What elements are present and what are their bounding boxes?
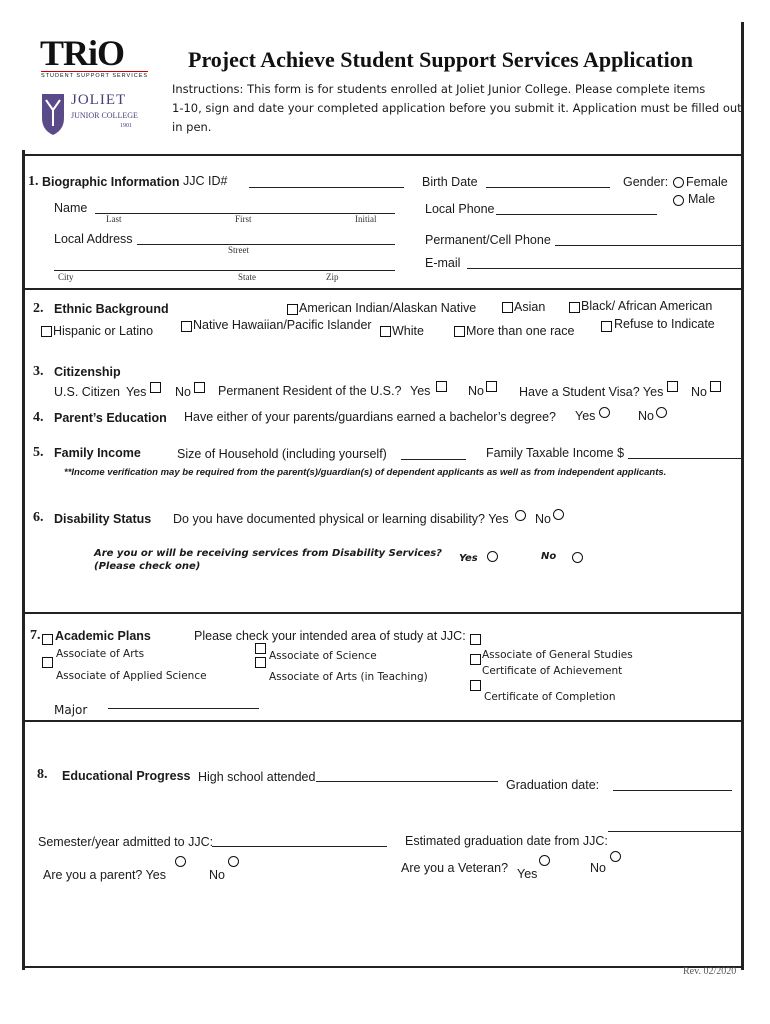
s7-prompt-checkbox[interactable] (470, 634, 481, 645)
high-school-label: High school attended (198, 770, 316, 784)
s8-number: 8. (37, 767, 48, 782)
white-checkbox[interactable] (380, 326, 391, 337)
hispanic-checkbox[interactable] (41, 326, 52, 337)
grad-date-field[interactable] (613, 790, 732, 791)
name-first-caption: First (235, 214, 252, 224)
major-field[interactable] (108, 708, 259, 709)
hispanic-label: Hispanic or Latino (53, 324, 154, 338)
perm-resident-label: Permanent Resident of the U.S.? (218, 384, 402, 398)
s4-question: Have either of your parents/guardians earned a bachelor’s degree? (184, 410, 557, 424)
jjc-logo-line1: JOLIET (71, 92, 127, 108)
us-citizen-yes-label: Yes (126, 385, 147, 399)
zip-caption: Zip (326, 272, 339, 282)
science-checkbox-top[interactable] (255, 643, 266, 654)
veteran-yes-radio[interactable] (539, 855, 550, 866)
asian-checkbox[interactable] (502, 302, 513, 313)
american-indian-checkbox[interactable] (287, 304, 298, 315)
parent-no-label: No (209, 868, 225, 882)
us-citizen-yes-checkbox[interactable] (150, 382, 161, 393)
email-label: E-mail (425, 256, 461, 270)
instructions-line2: 1-10, sign and date your completed application before you submit it. Application must be filled out (172, 101, 742, 115)
street-caption: Street (228, 245, 249, 255)
birth-date-label: Birth Date (422, 175, 478, 189)
s4-no-radio[interactable] (656, 407, 667, 418)
services-yes-radio[interactable] (487, 551, 498, 562)
hawaiian-checkbox[interactable] (181, 321, 192, 332)
science-label: Associate of Science (269, 650, 377, 662)
achievement-checkbox[interactable] (470, 680, 481, 691)
more-races-checkbox[interactable] (454, 326, 465, 337)
black-checkbox[interactable] (569, 302, 580, 313)
completion-label: Certificate of Completion (484, 691, 616, 703)
parent-yes-radio[interactable] (175, 856, 186, 867)
visa-label: Have a Student Visa? Yes (519, 385, 664, 399)
divider-header (22, 154, 744, 156)
s7-title: Academic Plans (55, 629, 151, 643)
birth-date-field[interactable] (486, 187, 610, 188)
local-phone-label: Local Phone (425, 202, 495, 216)
s6-no-radio[interactable] (553, 509, 564, 520)
jjc-logo-line2: JUNIOR COLLEGE (71, 111, 138, 120)
teaching-label: Associate of Arts (in Teaching) (269, 671, 428, 683)
city-state-zip-field[interactable] (54, 270, 395, 271)
s4-title: Parent’s Education (54, 411, 167, 425)
perm-resident-no-label: No (468, 384, 484, 398)
jjc-id-label: JJC ID# (183, 174, 228, 188)
s1-title: Biographic Information (42, 175, 180, 189)
s1-number: 1. (28, 174, 39, 189)
divider-s7 (22, 720, 744, 722)
services-no-label: No (541, 551, 557, 562)
s8-title: Educational Progress (62, 769, 191, 783)
male-label: Male (688, 192, 716, 206)
name-label: Name (54, 201, 88, 215)
black-label: Black/ African American (581, 299, 713, 313)
divider-bottom (22, 966, 744, 968)
veteran-yes-label: Yes (517, 867, 538, 881)
page-title: Project Achieve Student Support Services Application (188, 47, 693, 72)
s6-number: 6. (33, 510, 44, 525)
services-question-line1: Are you or will be receiving services from Disability Services? (94, 548, 442, 559)
s6-no-label: No (535, 512, 551, 526)
s3-number: 3. (33, 364, 44, 379)
veteran-no-label: No (590, 861, 606, 875)
visa-no-label: No (691, 385, 707, 399)
gender-label: Gender: (623, 175, 669, 189)
white-label: White (392, 324, 424, 338)
visa-no-checkbox[interactable] (710, 381, 721, 392)
est-grad-field[interactable] (608, 831, 741, 832)
services-question-line2: (Please check one) (94, 561, 201, 572)
us-citizen-label: U.S. Citizen (54, 385, 120, 399)
local-address-label: Local Address (54, 232, 133, 246)
s7-checkbox[interactable] (42, 634, 53, 645)
arts-checkbox[interactable] (42, 657, 53, 668)
semester-field[interactable] (212, 846, 387, 847)
frame-right-border (741, 22, 744, 970)
s4-number: 4. (33, 410, 44, 425)
household-label: Size of Household (including yourself) (177, 447, 387, 461)
frame-left-border (22, 150, 25, 970)
high-school-field[interactable] (316, 781, 498, 782)
s4-yes-radio[interactable] (599, 407, 610, 418)
jjc-logo-year: 1901 (120, 123, 132, 129)
s5-number: 5. (33, 445, 44, 460)
general-studies-label: Associate of General Studies (482, 649, 633, 661)
more-races-label: More than one race (466, 324, 575, 338)
local-phone-field[interactable] (496, 214, 657, 215)
arts-label: Associate of Arts (56, 648, 145, 660)
trio-logo-subtitle: STUDENT SUPPORT SERVICES (41, 73, 149, 79)
jjc-logo (40, 90, 140, 138)
perm-resident-yes-checkbox[interactable] (436, 381, 447, 392)
jjc-id-field[interactable] (249, 187, 404, 188)
s2-title: Ethnic Background (54, 302, 169, 316)
revision-label: Rev. 02/2020 (683, 966, 737, 977)
general-studies-checkbox[interactable] (470, 654, 481, 665)
perm-phone-label: Permanent/Cell Phone (425, 233, 551, 247)
instructions-line3: in pen. (172, 120, 212, 134)
email-field[interactable] (467, 268, 741, 269)
jjc-shield-icon (40, 92, 66, 136)
veteran-label: Are you a Veteran? (401, 861, 509, 875)
s7-prompt: Please check your intended area of study at JJC: (194, 629, 466, 643)
s2-number: 2. (33, 301, 44, 316)
major-label: Major (54, 703, 88, 717)
us-citizen-no-label: No (175, 385, 191, 399)
s4-no-label: No (638, 409, 654, 423)
income-note: **Income verification may be required from the parent(s)/guardian(s) of dependent applicants as well as from independent applicants. (64, 467, 667, 478)
american-indian-label: American Indian/Alaskan Native (299, 301, 477, 315)
science-checkbox[interactable] (255, 657, 266, 668)
taxable-income-label: Family Taxable Income $ (486, 446, 625, 460)
divider-s1 (22, 288, 744, 290)
s7-number: 7. (30, 628, 41, 643)
semester-label: Semester/year admitted to JJC: (38, 835, 214, 849)
services-yes-label: Yes (459, 553, 478, 564)
s6-question: Do you have documented physical or learning disability? Yes (173, 512, 509, 526)
perm-resident-no-checkbox[interactable] (486, 381, 497, 392)
s6-title: Disability Status (54, 512, 152, 526)
local-address-field[interactable] (137, 244, 395, 245)
trio-logo-text: TRiO (40, 33, 125, 73)
perm-phone-field[interactable] (555, 245, 741, 246)
us-citizen-no-checkbox[interactable] (194, 382, 205, 393)
s4-yes-label: Yes (575, 409, 596, 423)
name-last-caption: Last (106, 214, 122, 224)
city-caption: City (58, 272, 74, 282)
divider-s6 (22, 612, 744, 614)
state-caption: State (238, 272, 256, 282)
hawaiian-label: Native Hawaiian/Pacific Islander (193, 318, 372, 332)
male-radio[interactable] (673, 195, 684, 206)
name-initial-caption: Initial (355, 214, 377, 224)
veteran-no-radio[interactable] (610, 851, 621, 862)
visa-yes-checkbox[interactable] (667, 381, 678, 392)
refuse-checkbox[interactable] (601, 321, 612, 332)
services-no-radio[interactable] (572, 552, 583, 563)
female-label: Female (686, 175, 728, 189)
taxable-income-field[interactable] (628, 458, 741, 459)
s5-title: Family Income (54, 446, 141, 460)
refuse-label: Refuse to Indicate (614, 317, 715, 331)
applied-science-label: Associate of Applied Science (56, 670, 207, 682)
grad-date-label: Graduation date: (506, 778, 600, 792)
s3-title: Citizenship (54, 365, 121, 379)
parent-label: Are you a parent? Yes (43, 868, 167, 882)
perm-resident-yes-label: Yes (410, 384, 431, 398)
parent-no-radio[interactable] (228, 856, 239, 867)
household-field[interactable] (401, 459, 466, 460)
s6-yes-radio[interactable] (515, 510, 526, 521)
achievement-label: Certificate of Achievement (482, 665, 623, 677)
instructions-line1: Instructions: This form is for students enrolled at Joliet Junior College. Please complete items (172, 82, 706, 96)
est-grad-label: Estimated graduation date from JJC: (405, 834, 608, 848)
asian-label: Asian (514, 300, 546, 314)
female-radio[interactable] (673, 177, 684, 188)
